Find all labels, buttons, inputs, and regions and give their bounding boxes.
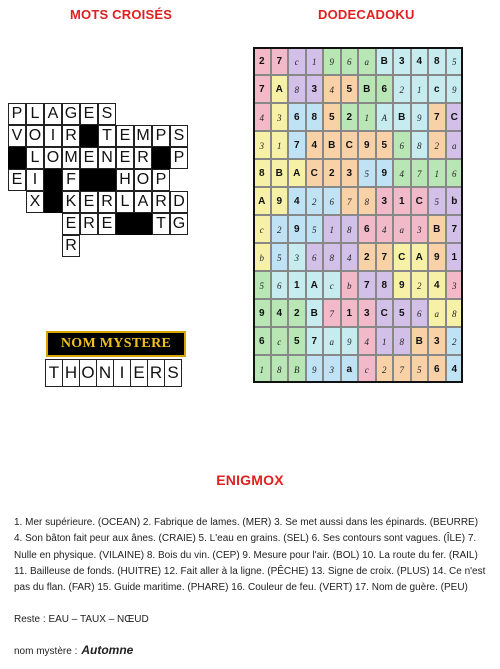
dodecadoku-cell: 8	[253, 159, 271, 187]
dodecadoku-cell: 7	[306, 327, 324, 355]
mystery-letter-cell: S	[164, 359, 182, 387]
dodecadoku-cell: 5	[376, 131, 394, 159]
dodecadoku-cell: A	[253, 187, 271, 215]
dodecadoku-cell: 7	[341, 187, 359, 215]
dodecadoku-cell: B	[323, 131, 341, 159]
dodecadoku-cell: B	[271, 159, 289, 187]
crossword-black-cell	[8, 147, 26, 169]
dodecadoku-cell: 9	[376, 159, 394, 187]
dodecadoku-cell: 7	[428, 103, 446, 131]
dodecadoku-cell: 4	[323, 75, 341, 103]
dodecadoku-cell: C	[306, 159, 324, 187]
dodecadoku-cell: 2	[358, 243, 376, 271]
dodecadoku-cell: B	[428, 215, 446, 243]
dodecadoku-cell: B	[393, 103, 411, 131]
mystery-letter-cell: O	[79, 359, 97, 387]
crossword-cell: M	[134, 125, 152, 147]
crossword-black-cell	[116, 213, 134, 235]
enigmox-reste: Reste : EAU – TAUX – NŒUD	[14, 614, 149, 625]
dodecadoku-cell: 4	[288, 187, 306, 215]
dodecadoku-title: DODECADOKU	[318, 7, 415, 22]
dodecadoku-cell: 3	[428, 327, 446, 355]
crossword-cell: S	[98, 103, 116, 125]
crossword-cell: M	[62, 147, 80, 169]
crossword-cell: I	[44, 125, 62, 147]
dodecadoku-cell: 8	[393, 327, 411, 355]
crossword-cell: R	[134, 147, 152, 169]
dodecadoku-cell: 2	[341, 103, 359, 131]
dodecadoku-cell: 8	[271, 355, 289, 383]
dodecadoku-cell: A	[271, 75, 289, 103]
dodecadoku-grid	[253, 47, 463, 383]
dodecadoku-cell: C	[446, 103, 464, 131]
dodecadoku-cell: 4	[306, 131, 324, 159]
dodecadoku-cell: c	[428, 75, 446, 103]
crossword-cell: F	[62, 169, 80, 191]
dodecadoku-cell: c	[288, 47, 306, 75]
crossword-cell: T	[152, 213, 170, 235]
dodecadoku-cell: A	[376, 103, 394, 131]
dodecadoku-cell: C	[376, 299, 394, 327]
enigmox-clues: 1. Mer supérieure. (OCEAN) 2. Fabrique de lames. (MER) 3. Se met aussi dans les épinards. (BEURRE) 4. Son bâton fait peur aux ânes. (CRAIE) 5. L'eau en grains. (SEL) 6. Ses contours sont vagues. (ÎLE) 7. Nulle en physique. (VILAINE) 8. Bois du vin. (CEP) 9. Mesure pour l'air. (BOL) 10. La route du fer. (RAIL) 11. Bailleuse de fonds. (HUITRE) 12. Fait aller à la ligne. (PÊCHE) 13. Signe de croix. (PLUS) 14. Ce n'est pas du flan. (FAR) 15. Guide maritime. (PHARE) 16. Couleur de feu. (VERT) 17. Nom de guère. (PEU)	[14, 517, 486, 594]
dodecadoku-cell: B	[376, 47, 394, 75]
mystery-letter-cell: T	[45, 359, 63, 387]
dodecadoku-cell: 7	[446, 215, 464, 243]
dodecadoku-cell: 4	[271, 299, 289, 327]
dodecadoku-cell: 1	[271, 131, 289, 159]
crossword-black-cell	[44, 191, 62, 213]
dodecadoku-cell: 2	[376, 355, 394, 383]
crossword-black-cell	[98, 169, 116, 191]
crossword-grid	[8, 103, 224, 301]
dodecadoku-cell: 6	[306, 243, 324, 271]
dodecadoku-cell: 3	[446, 271, 464, 299]
dodecadoku-cell: b	[341, 271, 359, 299]
dodecadoku-cell: 4	[358, 327, 376, 355]
dodecadoku-cell: 7	[393, 355, 411, 383]
crossword-title: MOTS CROISÉS	[70, 7, 173, 22]
dodecadoku-cell: 8	[323, 243, 341, 271]
dodecadoku-cell: 7	[358, 271, 376, 299]
dodecadoku-cell: 6	[428, 355, 446, 383]
dodecadoku-cell: 6	[358, 215, 376, 243]
dodecadoku-cell: 2	[323, 159, 341, 187]
crossword-cell: O	[44, 147, 62, 169]
crossword-cell: H	[116, 169, 134, 191]
dodecadoku-cell: 5	[306, 215, 324, 243]
dodecadoku-cell: a	[446, 131, 464, 159]
crossword-cell: E	[80, 103, 98, 125]
crossword-cell: E	[80, 147, 98, 169]
dodecadoku-cell: 9	[341, 327, 359, 355]
crossword-cell: R	[80, 213, 98, 235]
dodecadoku-cell: 7	[323, 299, 341, 327]
crossword-black-cell	[80, 169, 98, 191]
crossword-cell: E	[116, 147, 134, 169]
dodecadoku-cell: 7	[253, 75, 271, 103]
dodecadoku-cell: 9	[358, 131, 376, 159]
dodecadoku-cell: 7	[411, 159, 429, 187]
dodecadoku-cell: 8	[288, 75, 306, 103]
dodecadoku-cell: 9	[271, 187, 289, 215]
dodecadoku-cell: C	[341, 131, 359, 159]
dodecadoku-cell: b	[446, 187, 464, 215]
dodecadoku-cell: 5	[393, 299, 411, 327]
dodecadoku-cell: 4	[341, 243, 359, 271]
dodecadoku-cell: 1	[253, 355, 271, 383]
dodecadoku-cell: A	[288, 159, 306, 187]
crossword-cell: T	[98, 125, 116, 147]
crossword-cell: P	[152, 169, 170, 191]
dodecadoku-cell: 4	[376, 215, 394, 243]
dodecadoku-cell: C	[393, 243, 411, 271]
crossword-cell: E	[62, 213, 80, 235]
dodecadoku-cell: 5	[323, 103, 341, 131]
crossword-cell: L	[26, 147, 44, 169]
dodecadoku-cell: 8	[358, 187, 376, 215]
dodecadoku-cell: 5	[271, 243, 289, 271]
dodecadoku-cell: A	[306, 271, 324, 299]
crossword-cell: O	[134, 169, 152, 191]
dodecadoku-cell: 6	[323, 187, 341, 215]
dodecadoku-cell: 1	[428, 159, 446, 187]
dodecadoku-cell: 9	[253, 299, 271, 327]
dodecadoku-cell: 1	[393, 187, 411, 215]
dodecadoku-cell: 6	[411, 299, 429, 327]
mystery-name-label: NOM MYSTERE	[60, 336, 172, 351]
dodecadoku-cell: 6	[271, 271, 289, 299]
dodecadoku-cell: a	[428, 299, 446, 327]
crossword-black-cell	[152, 147, 170, 169]
dodecadoku-cell: B	[358, 75, 376, 103]
crossword-cell: R	[152, 191, 170, 213]
dodecadoku-cell: 3	[393, 47, 411, 75]
dodecadoku-cell: a	[323, 327, 341, 355]
dodecadoku-cell: 8	[446, 299, 464, 327]
dodecadoku-cell: 6	[341, 47, 359, 75]
dodecadoku-cell: 5	[288, 327, 306, 355]
crossword-cell: X	[26, 191, 44, 213]
dodecadoku-cell: 5	[341, 75, 359, 103]
dodecadoku-cell: 1	[323, 215, 341, 243]
mystery-letter-cell: N	[96, 359, 114, 387]
dodecadoku-cell: c	[271, 327, 289, 355]
dodecadoku-cell: 9	[393, 271, 411, 299]
crossword-cell: K	[62, 191, 80, 213]
dodecadoku-cell: a	[393, 215, 411, 243]
mystery-answer: Automne	[81, 643, 134, 657]
dodecadoku-cell: 8	[306, 103, 324, 131]
dodecadoku-cell: 5	[358, 159, 376, 187]
dodecadoku-cell: 8	[428, 47, 446, 75]
mystery-letter-cell: R	[147, 359, 165, 387]
dodecadoku-cell: 5	[428, 187, 446, 215]
dodecadoku-cell: 1	[376, 327, 394, 355]
dodecadoku-cell: 8	[376, 271, 394, 299]
crossword-cell: V	[8, 125, 26, 147]
dodecadoku-cell: c	[253, 215, 271, 243]
crossword-cell: E	[80, 191, 98, 213]
dodecadoku-cell: 3	[341, 159, 359, 187]
dodecadoku-cell: 2	[288, 299, 306, 327]
mystery-prefix: nom mystère :	[14, 646, 78, 657]
crossword-cell: D	[170, 191, 188, 213]
dodecadoku-cell: 1	[306, 47, 324, 75]
dodecadoku-cell: 6	[288, 103, 306, 131]
dodecadoku-cell: 6	[393, 131, 411, 159]
dodecadoku-cell: 8	[411, 131, 429, 159]
crossword-black-cell	[80, 125, 98, 147]
dodecadoku-cell: 4	[411, 47, 429, 75]
crossword-cell: R	[98, 191, 116, 213]
dodecadoku-cell: 4	[446, 355, 464, 383]
crossword-cell: E	[116, 125, 134, 147]
dodecadoku-cell: 1	[288, 271, 306, 299]
dodecadoku-cell: 6	[376, 75, 394, 103]
dodecadoku-cell: 4	[253, 103, 271, 131]
mystery-letter-cell: H	[62, 359, 80, 387]
dodecadoku-cell: 2	[306, 187, 324, 215]
dodecadoku-cell: b	[253, 243, 271, 271]
dodecadoku-cell: 3	[411, 215, 429, 243]
dodecadoku-cell: 2	[411, 271, 429, 299]
enigmox-title: ENIGMOX	[216, 472, 284, 488]
dodecadoku-cell: 7	[288, 131, 306, 159]
crossword-cell: R	[62, 235, 80, 257]
dodecadoku-cell: 2	[271, 215, 289, 243]
dodecadoku-cell: 4	[393, 159, 411, 187]
dodecadoku-cell: B	[288, 355, 306, 383]
dodecadoku-cell: 1	[358, 103, 376, 131]
crossword-cell: P	[170, 147, 188, 169]
dodecadoku-cell: 6	[253, 327, 271, 355]
dodecadoku-cell: 9	[446, 75, 464, 103]
dodecadoku-cell: A	[411, 243, 429, 271]
dodecadoku-cell: 9	[428, 243, 446, 271]
mystery-letter-cell: E	[130, 359, 148, 387]
dodecadoku-cell: 9	[306, 355, 324, 383]
crossword-cell: E	[8, 169, 26, 191]
dodecadoku-cell: 1	[446, 243, 464, 271]
mystery-word-cells	[45, 359, 181, 387]
dodecadoku-cell: 2	[446, 327, 464, 355]
dodecadoku-cell: C	[411, 187, 429, 215]
dodecadoku-cell: 5	[411, 355, 429, 383]
dodecadoku-cell: 9	[411, 103, 429, 131]
dodecadoku-cell: 7	[271, 47, 289, 75]
crossword-cell: S	[170, 125, 188, 147]
crossword-cell: P	[152, 125, 170, 147]
dodecadoku-cell: 3	[323, 355, 341, 383]
crossword-cell: A	[44, 103, 62, 125]
mystery-letter-cell: I	[113, 359, 131, 387]
dodecadoku-cell: 2	[393, 75, 411, 103]
dodecadoku-cell: 7	[376, 243, 394, 271]
crossword-cell: R	[62, 125, 80, 147]
dodecadoku-cell: 8	[341, 215, 359, 243]
crossword-cell: E	[98, 213, 116, 235]
dodecadoku-cell: 5	[446, 47, 464, 75]
dodecadoku-cell: B	[411, 327, 429, 355]
crossword-cell: L	[116, 191, 134, 213]
dodecadoku-cell: 5	[253, 271, 271, 299]
dodecadoku-cell: B	[306, 299, 324, 327]
dodecadoku-cell: 6	[446, 159, 464, 187]
dodecadoku-cell: 3	[271, 103, 289, 131]
dodecadoku-cell: a	[341, 355, 359, 383]
dodecadoku-cell: 3	[358, 299, 376, 327]
crossword-cell: I	[26, 169, 44, 191]
dodecadoku-cell: 3	[253, 131, 271, 159]
crossword-cell: G	[170, 213, 188, 235]
dodecadoku-cell: 3	[306, 75, 324, 103]
crossword-cell: O	[26, 125, 44, 147]
crossword-black-cell	[44, 169, 62, 191]
dodecadoku-cell: 2	[253, 47, 271, 75]
dodecadoku-cell: c	[323, 271, 341, 299]
dodecadoku-cell: 3	[288, 243, 306, 271]
dodecadoku-cell: 3	[376, 187, 394, 215]
crossword-cell: G	[62, 103, 80, 125]
crossword-cell: N	[98, 147, 116, 169]
dodecadoku-cell: 1	[341, 299, 359, 327]
dodecadoku-cell: 2	[428, 131, 446, 159]
dodecadoku-cell: 4	[428, 271, 446, 299]
dodecadoku-cell: a	[358, 47, 376, 75]
dodecadoku-cell: 1	[411, 75, 429, 103]
crossword-cell: P	[8, 103, 26, 125]
crossword-black-cell	[134, 213, 152, 235]
dodecadoku-cell: 9	[323, 47, 341, 75]
enigmox-mystery-line	[14, 643, 133, 657]
crossword-cell: A	[134, 191, 152, 213]
crossword-cell: L	[26, 103, 44, 125]
mystery-name-banner	[46, 331, 186, 357]
dodecadoku-cell: 9	[288, 215, 306, 243]
dodecadoku-cell: c	[358, 355, 376, 383]
